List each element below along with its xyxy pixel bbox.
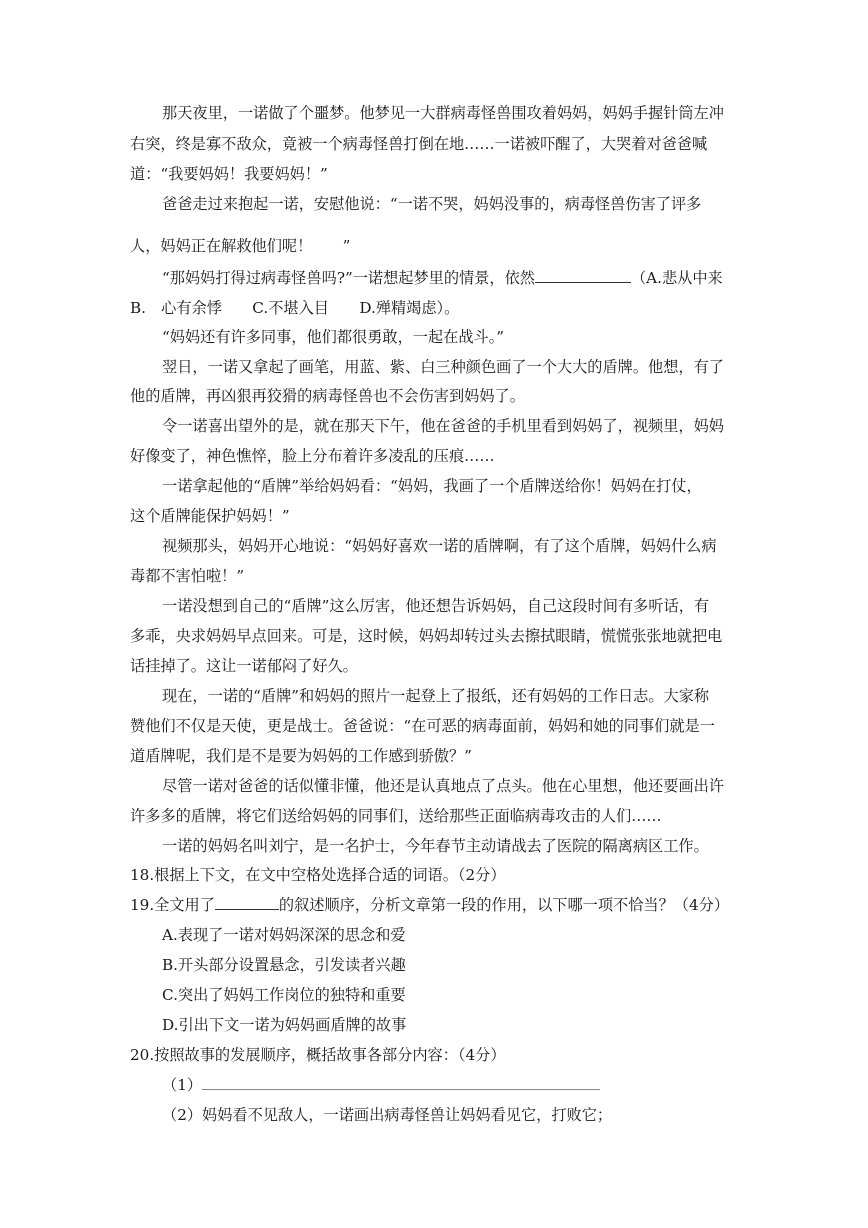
para-2-line-2: 人，妈妈正在解救他们呢！ ” [130, 237, 351, 255]
question-19-suffix: 的叙述顺序，分析文章第一段的作用，以下哪一项不恰当？（4分） [278, 896, 730, 914]
para-6-line-1: 令一诺喜出望外的是，就在那天下午，他在爸爸的手机里看到妈妈了，视频里，妈妈 [162, 417, 724, 435]
para-7-line-2: 这个盾牌能保护妈妈！” [130, 507, 290, 525]
question-19-option-c: C.突出了妈妈工作岗位的独特和重要 [162, 986, 406, 1004]
para-10-line-3: 道盾牌呢，我们是不是要为妈妈的工作感到骄傲？” [130, 747, 472, 765]
para-9-line-2: 多乖，央求妈妈早点回来。可是，这时候，妈妈却转过头去擦拭眼睛，慌慌张张地就把电 [130, 627, 723, 645]
para-4-line-1: “妈妈还有许多同事，他们都很勇敢，一起在战斗。” [162, 328, 505, 346]
para-5-line-1: 翌日，一诺又拿起了画笔，用蓝、紫、白三种颜色画了一个大大的盾牌。他想，有了 [162, 358, 724, 376]
para-3-options-a: （A.悲从中来 [630, 269, 723, 287]
para-6-line-2: 好像变了，神色憔悴，脸上分布着许多凌乱的压痕…… [130, 447, 495, 465]
question-19-option-a: A.表现了一诺对妈妈深深的思念和爱 [162, 926, 406, 944]
para-5-line-2: 他的盾牌，再凶狠再狡猾的病毒怪兽也不会伤害到妈妈了。 [130, 387, 525, 405]
answer-line-20-1[interactable] [202, 1075, 600, 1090]
para-11-line-2: 许多多的盾牌，将它们送给妈妈的同事们，送给那些正面临病毒攻击的人们…… [130, 807, 662, 825]
para-9-line-1: 一诺没想到自己的“盾牌”这么厉害，他还想告诉妈妈，自己这段时间有多听话，有 [162, 597, 710, 615]
para-3-line-2: B. 心有余悸 C.不堪入目 D.殚精竭虑）。 [130, 299, 460, 317]
para-8-line-2: 毒都不害怕啦！” [130, 567, 245, 585]
question-20-item-1-label: （1） [162, 1076, 203, 1094]
para-2-line-1: 爸爸走过来抱起一诺，安慰他说：“一诺不哭，妈妈没事的，病毒怪兽伤害了评多 [162, 195, 702, 213]
para-3-text: “那妈妈打得过病毒怪兽吗?”一诺想起梦里的情景，依然 [162, 269, 535, 287]
para-12-line-1: 一诺的妈妈名叫刘宁，是一名护士，今年春节主动请战去了医院的隔离病区工作。 [162, 837, 709, 855]
question-19-prefix: 19.全文用了 [130, 896, 215, 914]
question-19-option-b: B.开头部分设置悬念，引发读者兴趣 [162, 956, 406, 974]
answer-blank-18[interactable] [535, 268, 631, 283]
question-19 [130, 895, 729, 915]
para-1-line-3: 道：“我要妈妈！我要妈妈！” [130, 165, 328, 183]
question-20-item-2: （2）妈妈看不见敌人，一诺画出病毒怪兽让妈妈看见它，打败它； [162, 1106, 613, 1124]
question-18: 18.根据上下文，在文中空格处选择合适的词语。（2分） [130, 866, 506, 884]
question-20: 20.按照故事的发展顺序，概括故事各部分内容：（4分） [130, 1046, 506, 1064]
para-1-line-2: 右突，终是寡不敌众，竟被一个病毒怪兽打倒在地……一诺被吓醒了，大哭着对爸爸喊 [130, 135, 708, 153]
para-10-line-1: 现在，一诺的“盾牌”和妈妈的照片一起登上了报纸，还有妈妈的工作日志。大家称 [162, 687, 710, 705]
para-1-line-1: 那天夜里，一诺做了个噩梦。他梦见一大群病毒怪兽围攻着妈妈，妈妈手握针筒左冲 [162, 104, 724, 122]
para-10-line-2: 赞他们不仅是天使，更是战士。爸爸说：“在可恶的病毒面前，妈妈和她的同事们就是一 [130, 717, 715, 735]
para-8-line-1: 视频那头，妈妈开心地说：“妈妈好喜欢一诺的盾牌啊，有了这个盾牌，妈妈什么病 [162, 537, 717, 555]
para-7-line-1: 一诺拿起他的“盾牌”举给妈妈看：“妈妈，我画了一个盾牌送给你！妈妈在打仗， [162, 477, 702, 495]
para-3-line-1 [162, 268, 723, 288]
para-9-line-3: 话挂掉了。这让一诺郁闷了好久。 [130, 657, 358, 675]
para-11-line-1: 尽管一诺对爸爸的话似懂非懂，他还是认真地点了点头。他在心里想，他还要画出许 [162, 777, 724, 795]
question-19-option-d: D.引出下文一诺为妈妈画盾牌的故事 [162, 1016, 407, 1034]
question-20-item-1 [162, 1075, 600, 1095]
answer-blank-19[interactable] [215, 895, 279, 910]
